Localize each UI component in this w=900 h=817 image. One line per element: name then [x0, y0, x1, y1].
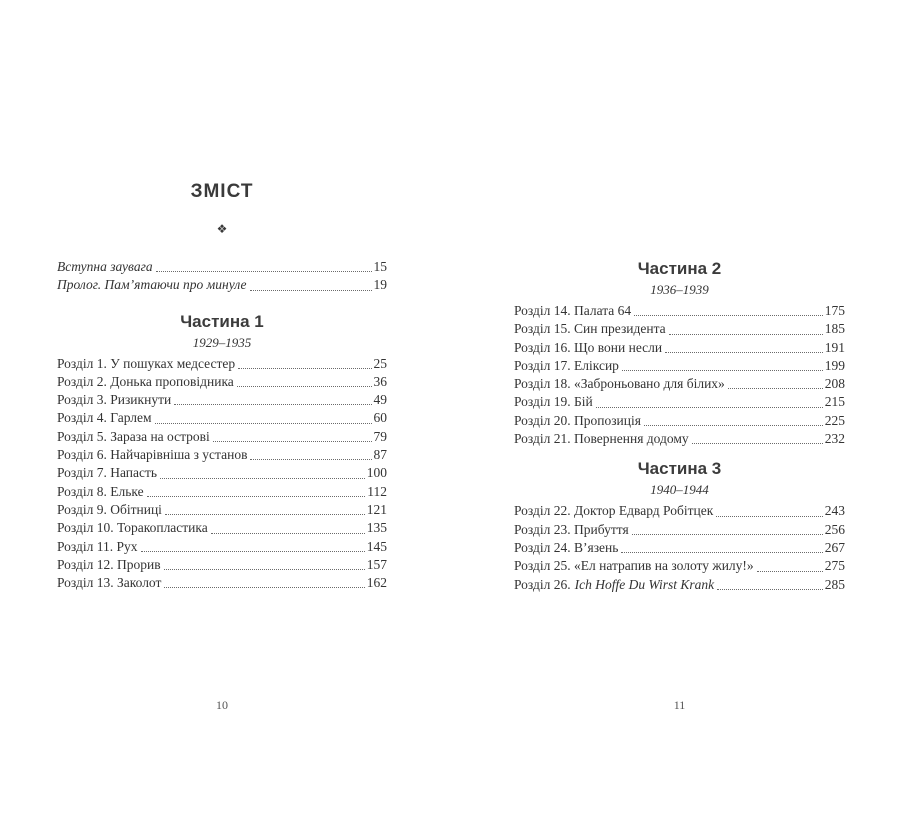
dot-leader [665, 339, 823, 353]
toc-entry-title: Розділ 9. Обітниці [57, 501, 162, 517]
dot-leader [238, 355, 371, 369]
toc-entry [514, 393, 845, 411]
toc-entry-page: 185 [824, 321, 845, 337]
toc-entry-page: 25 [373, 355, 387, 371]
toc-entry-title: Розділ 21. Повернення додому [514, 431, 689, 447]
dot-leader [155, 409, 372, 423]
part-section [514, 259, 845, 448]
part-entries [514, 502, 845, 593]
toc-entry-title: Розділ 23. Прибуття [514, 521, 629, 537]
toc-entry [514, 302, 845, 320]
toc-entry-page: 112 [367, 483, 387, 499]
toc-entry-page: 145 [366, 538, 387, 554]
toc-entry-title: Розділ 24. В’язень [514, 539, 619, 555]
toc-entry [514, 375, 845, 393]
part-heading: Частина 2 [637, 259, 722, 278]
left-page [57, 0, 387, 817]
toc-entry [57, 519, 387, 537]
part-years: 1936–1939 [650, 282, 709, 297]
toc-entry [514, 412, 845, 430]
toc-entry-title: Розділ 1. У пошуках медсестер [57, 355, 236, 371]
dot-leader [596, 393, 823, 407]
toc-entry-page: 191 [824, 339, 845, 355]
toc-entry [514, 557, 845, 575]
toc-entry-page: 121 [366, 501, 387, 517]
toc-entry-page: 135 [366, 520, 387, 536]
toc-entry-title: Розділ 5. Зараза на острові [57, 428, 210, 444]
dot-leader [237, 373, 372, 387]
dot-leader [717, 576, 823, 590]
toc-entry-page: 208 [824, 376, 845, 392]
toc-entry-title: Розділ 6. Найчарівніша з установ [57, 447, 248, 463]
toc-entry [57, 574, 387, 592]
dot-leader [644, 412, 823, 426]
toc-entry [57, 501, 387, 519]
toc-entry-title: Розділ 10. Торакопластика [57, 520, 208, 536]
toc-entry-title: Розділ 15. Син президента [514, 321, 666, 337]
toc-entry [57, 483, 387, 501]
part-heading: Частина 3 [637, 459, 722, 479]
part-entries [514, 302, 845, 448]
toc-entry [514, 357, 845, 375]
dot-leader [250, 276, 372, 290]
toc-entry-title: Розділ 25. «Ел натрапив на золоту жилу!» [514, 558, 754, 574]
toc-entry-title: Розділ 4. Гарлем [57, 410, 152, 426]
dot-leader [250, 446, 371, 460]
toc-entry-title: Пролог. Пам’ятаючи про минуле [57, 277, 247, 293]
dot-leader [174, 391, 371, 405]
page-title: ЗМІСТ [190, 181, 254, 202]
dot-leader [632, 521, 823, 535]
toc-entry-page: 232 [824, 431, 845, 447]
dot-leader [160, 464, 365, 478]
toc-entry-page: 162 [366, 575, 387, 591]
toc-entry [57, 373, 387, 391]
front-matter-list [57, 258, 387, 295]
toc-entry-page: 243 [824, 503, 845, 519]
toc-entry-page: 49 [373, 392, 387, 408]
toc-entry-title: Розділ 18. «Заброньовано для білих» [514, 376, 725, 392]
toc-entry [57, 355, 387, 373]
left-page-number: 10 [216, 698, 228, 712]
dot-leader [165, 501, 365, 515]
dot-leader [669, 320, 823, 334]
dot-leader [621, 539, 822, 553]
toc-entry-prefix: Розділ 26. [514, 576, 571, 592]
toc-entry-page: 215 [824, 394, 845, 410]
part-heading: Частина 1 [180, 311, 264, 331]
toc-entry-title: Розділ 3. Ризикнути [57, 392, 172, 408]
toc-entry-title: Розділ 14. Палата 64 [514, 303, 632, 318]
toc-entry [514, 576, 845, 594]
dot-leader [634, 302, 823, 316]
toc-entry [57, 538, 387, 556]
toc-entry [514, 521, 845, 539]
toc-entry [57, 276, 387, 294]
toc-entry-page: 100 [366, 465, 387, 481]
toc-entry-page: 275 [824, 558, 845, 574]
toc-entry-title: Вступна заувага [57, 259, 153, 274]
toc-entry-page: 175 [824, 303, 845, 318]
toc-entry-title: Розділ 2. Донька проповідника [57, 373, 234, 389]
toc-entry [57, 556, 387, 574]
toc-entry-page: 256 [824, 521, 845, 537]
dot-leader [147, 483, 366, 497]
dot-leader [716, 502, 822, 516]
part-section [57, 312, 387, 593]
right-page [514, 0, 845, 817]
toc-entry-title: Розділ 7. Напасть [57, 465, 158, 481]
left-column-parts [57, 312, 387, 593]
dot-leader [211, 519, 365, 533]
dot-leader [164, 574, 364, 588]
part-years: 1940–1944 [650, 482, 709, 498]
dot-leader [156, 258, 372, 272]
toc-entry-page: 79 [373, 428, 387, 444]
toc-entry-title: Розділ 19. Бій [514, 394, 593, 410]
toc-entry-page: 285 [824, 576, 845, 592]
toc-entry [514, 539, 845, 557]
diamond-ornament-icon: ❖ [216, 222, 228, 236]
dot-leader [141, 538, 365, 552]
right-column-parts [514, 259, 845, 594]
dot-leader [728, 375, 823, 389]
toc-entry-page: 60 [373, 410, 387, 426]
toc-entry-title: Розділ 8. Ельке [57, 483, 144, 499]
toc-entry-title: Розділ 20. Пропозиція [514, 412, 641, 428]
toc-entry [57, 258, 387, 276]
right-page-number: 11 [673, 698, 686, 712]
toc-entry [514, 320, 845, 338]
toc-entry-page: 199 [824, 357, 845, 373]
toc-entry-title: Розділ 11. Рух [57, 538, 138, 554]
toc-entry-title: Розділ 16. Що вони несли [514, 339, 663, 355]
toc-entry-page: 19 [373, 277, 387, 293]
dot-leader [692, 430, 823, 444]
toc-entry-page: 36 [373, 373, 387, 389]
dot-leader [164, 556, 365, 570]
toc-entry [57, 446, 387, 464]
dot-leader [213, 428, 372, 442]
toc-entry [514, 339, 845, 357]
toc-entry-title: Ich Hoffe Du Wirst Krank [574, 576, 715, 592]
toc-entry-page: 267 [824, 539, 845, 555]
toc-entry [514, 430, 845, 448]
toc-entry-page: 157 [366, 556, 387, 572]
toc-entry-title: Розділ 13. Заколот [57, 575, 162, 591]
toc-entry-page: 15 [373, 259, 387, 274]
part-entries [57, 355, 387, 593]
toc-entry [57, 428, 387, 446]
part-section [514, 459, 845, 593]
toc-entry [57, 391, 387, 409]
toc-entry [57, 464, 387, 482]
toc-entry-title: Розділ 12. Прорив [57, 556, 161, 572]
toc-entry [514, 502, 845, 520]
part-years: 1929–1935 [192, 334, 252, 350]
toc-entry-page: 225 [824, 412, 845, 428]
toc-entry-page: 87 [373, 447, 387, 463]
toc-entry-title: Розділ 17. Еліксир [514, 357, 619, 373]
toc-entry-title: Розділ 22. Доктор Едвард Робітцек [514, 503, 714, 519]
dot-leader [622, 357, 823, 371]
toc-entry [57, 409, 387, 427]
dot-leader [757, 557, 823, 571]
